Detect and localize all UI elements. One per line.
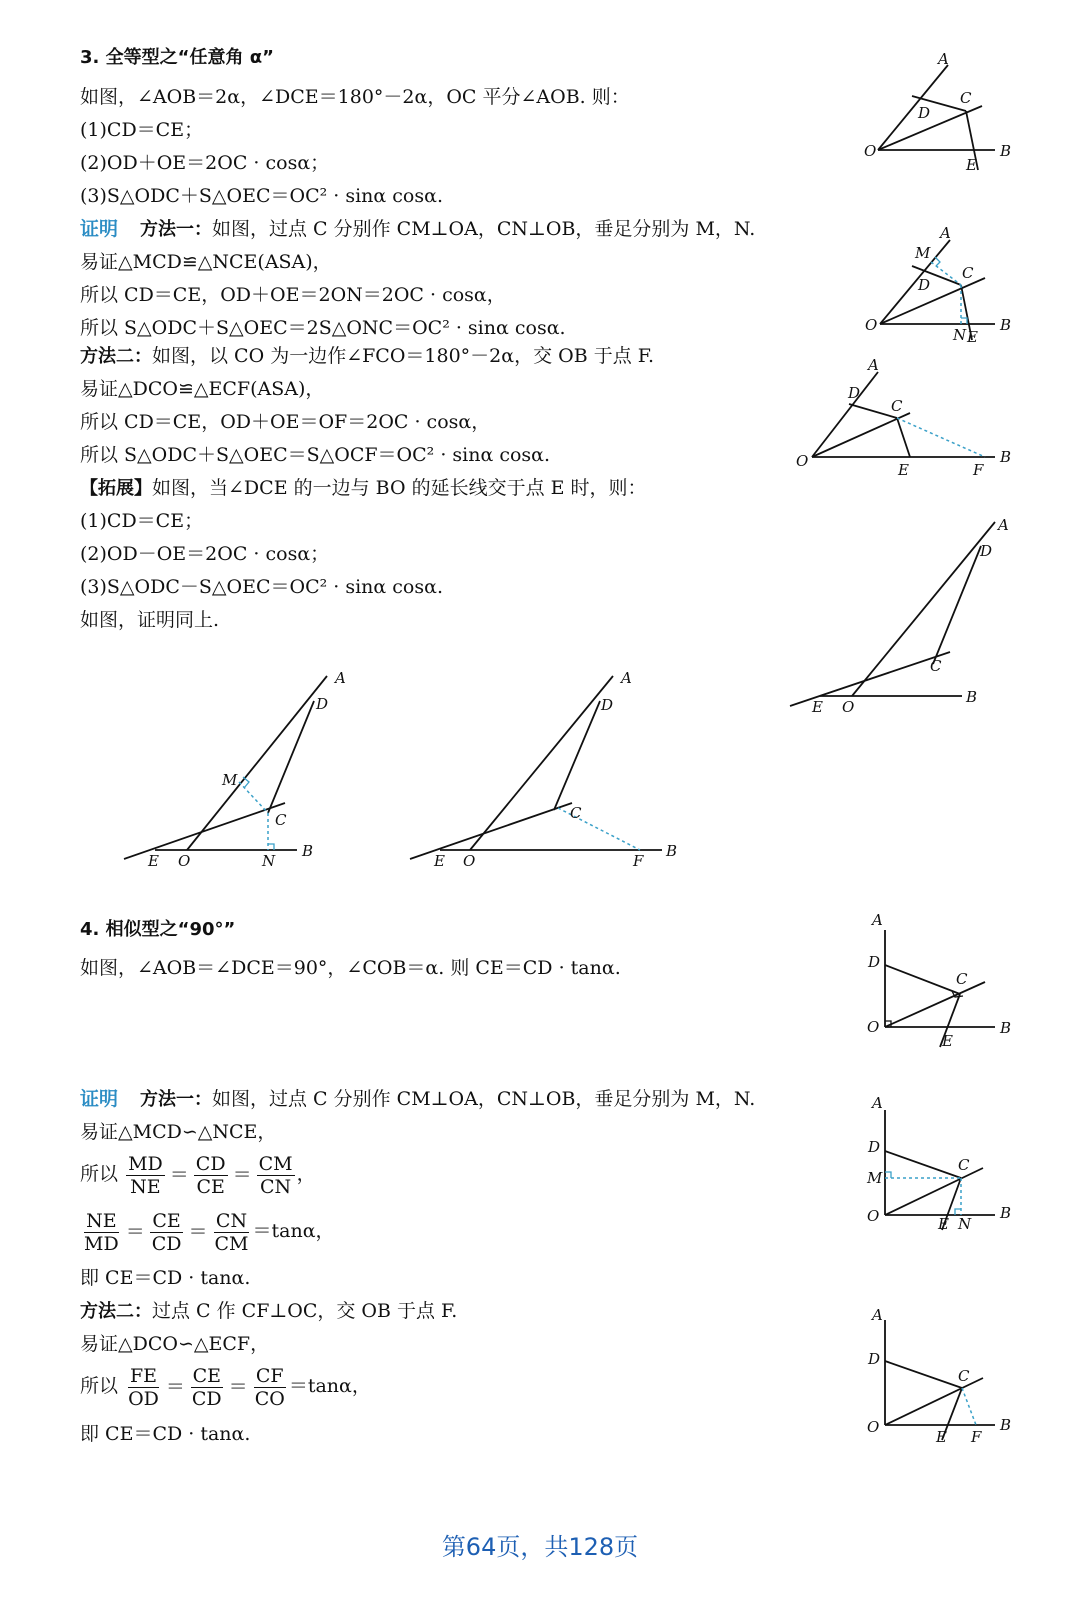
label-E: E xyxy=(938,1215,949,1233)
page-footer: 第64页，共128页 xyxy=(441,1533,639,1561)
label-A: A xyxy=(938,50,949,68)
method2-label-2: 方法二： xyxy=(80,1301,152,1322)
label-B: B xyxy=(666,842,678,860)
method1-text: 如图，过点 C 分别作 CM⊥OA，CN⊥OB，垂足分别为 M，N. xyxy=(212,218,756,240)
label-C: C xyxy=(275,811,287,829)
section3-ext-item3: (3)S△ODC－S△OEC＝OC² · sinα cosα. xyxy=(80,576,443,598)
label-O: O xyxy=(864,142,877,160)
label-C: C xyxy=(930,657,942,675)
label-B: B xyxy=(1000,1019,1012,1037)
label-B: B xyxy=(966,688,978,706)
section3-method1-line3: 所以 CD＝CE，OD＋OE＝2ON＝2OC · cosα， xyxy=(80,284,506,306)
label-C: C xyxy=(570,804,582,822)
label-D: D xyxy=(316,695,329,713)
section4-method2-conclusion: 即 CE＝CD · tanα. xyxy=(80,1423,251,1445)
section3-ext-item4: 如图，证明同上. xyxy=(80,609,220,631)
figure-3-method1 xyxy=(865,224,1011,346)
figure-4-method1 xyxy=(866,1094,1011,1233)
denominator: CD xyxy=(151,1232,182,1255)
section3-item2: (2)OD＋OE＝2OC · cosα； xyxy=(80,152,330,174)
section3-method2-line3: 所以 CD＝CE，OD＋OE＝OF＝2OC · cosα， xyxy=(80,411,491,433)
label-O: O xyxy=(178,852,191,870)
denominator: CE xyxy=(196,1175,225,1198)
label-C: C xyxy=(958,1367,970,1385)
label-B: B xyxy=(302,842,314,860)
denominator: CM xyxy=(214,1232,249,1255)
numerator: CE xyxy=(192,1364,221,1387)
figure-3-ext-method2 xyxy=(410,669,677,870)
figure-4-method2 xyxy=(867,1306,1011,1446)
label-A: A xyxy=(868,356,879,374)
label-O: O xyxy=(796,452,809,470)
figure-4-basic xyxy=(867,911,1011,1050)
section3-statement: 如图，∠AOB＝2α，∠DCE＝180°－2α，OC 平分∠AOB. 则： xyxy=(80,86,630,108)
denominator: OD xyxy=(128,1387,159,1410)
label-D: D xyxy=(868,1138,881,1156)
label-A: A xyxy=(872,911,883,929)
proof-label: 证明 xyxy=(80,218,119,240)
label-E: E xyxy=(898,461,909,479)
label-F: F xyxy=(633,852,644,870)
label-A: A xyxy=(335,669,346,687)
label-A: A xyxy=(621,669,632,687)
label-A: A xyxy=(998,516,1009,534)
fraction-equation-1: 所以 $\frac{MD}{NE}$ ＝ $\frac{CD}{CE}$ ＝ $\frac{CM}{CN}$ ， xyxy=(80,1152,316,1198)
label-A: A xyxy=(872,1094,883,1112)
label-F: F xyxy=(971,1428,982,1446)
label-B: B xyxy=(1000,316,1012,334)
fraction-equation-2: $\frac{NE}{MD}$ ＝ $\frac{CE}{CD}$ ＝ $\frac{CN}{CM}$ ＝tanα， xyxy=(84,1209,335,1255)
denominator: CN xyxy=(259,1175,292,1198)
label-O: O xyxy=(867,1018,880,1036)
denominator: MD xyxy=(84,1232,119,1255)
numerator: MD xyxy=(128,1152,163,1175)
label-N: N xyxy=(953,326,967,344)
section4-statement: 如图，∠AOB＝∠DCE＝90°，∠COB＝α. 则 CE＝CD · tanα. xyxy=(80,957,621,979)
so-prefix: 所以 xyxy=(80,1375,119,1397)
section3-method1-line2: 易证△MCD≌△NCE(ASA)， xyxy=(80,251,332,273)
label-B: B xyxy=(1000,142,1012,160)
label-C: C xyxy=(891,397,903,415)
label-D: D xyxy=(601,696,614,714)
section3-method2-line4: 所以 S△ODC＋S△OEC＝S△OCF＝OC² · sinα cosα. xyxy=(80,444,551,466)
figure-3-method2 xyxy=(796,356,1011,479)
section4-method1-line2: 易证△MCD∽△NCE， xyxy=(80,1121,277,1143)
section4-method1-conclusion: 即 CE＝CD · tanα. xyxy=(80,1267,251,1289)
section3-ext-item2: (2)OD－OE＝2OC · cosα； xyxy=(80,543,330,565)
denominator: CO xyxy=(254,1387,285,1410)
method2-label: 方法二： xyxy=(80,346,152,367)
label-D: D xyxy=(980,542,993,560)
label-E: E xyxy=(434,852,445,870)
equation-tail: ＝tanα， xyxy=(252,1220,335,1242)
label-M: M xyxy=(222,771,238,789)
label-D: D xyxy=(848,384,861,402)
section3-method2-line2: 易证△DCO≌△ECF(ASA)， xyxy=(80,378,325,400)
label-C: C xyxy=(962,264,974,282)
figure-3-basic xyxy=(864,50,1011,174)
section3-item1: (1)CD＝CE； xyxy=(80,119,204,141)
figure-3-extension xyxy=(790,516,1009,716)
label-D: D xyxy=(918,276,931,294)
section3-ext-item1: (1)CD＝CE； xyxy=(80,510,204,532)
section3-item3: (3)S△ODC＋S△OEC＝OC² · sinα cosα. xyxy=(80,185,443,207)
label-D: D xyxy=(868,1350,881,1368)
fraction-equation-3: 所以 $\frac{FE}{OD}$ ＝ $\frac{CE}{CD}$ ＝ $\frac{CF}{CO}$ ＝tanα， xyxy=(80,1364,371,1410)
label-D: D xyxy=(918,104,931,122)
label-F: F xyxy=(973,461,984,479)
numerator: CD xyxy=(195,1152,226,1175)
label-E: E xyxy=(967,328,978,346)
label-B: B xyxy=(1000,448,1012,466)
method2-text-2: 过点 C 作 CF⊥OC，交 OB 于点 F. xyxy=(152,1300,458,1322)
label-D: D xyxy=(868,953,881,971)
label-O: O xyxy=(842,698,855,716)
label-O: O xyxy=(865,316,878,334)
label-M: M xyxy=(915,244,931,262)
method2-text: 如图，以 CO 为一边作∠FCO＝180°－2α，交 OB 于点 F. xyxy=(152,345,655,367)
label-E: E xyxy=(148,852,159,870)
label-O: O xyxy=(867,1418,880,1436)
label-E: E xyxy=(966,156,977,174)
equation-tail: ， xyxy=(296,1163,316,1185)
so-prefix: 所以 xyxy=(80,1163,119,1185)
label-N: N xyxy=(262,852,276,870)
numerator: CE xyxy=(152,1209,181,1232)
section4-title: 4. 相似型之“90°” xyxy=(80,919,236,940)
denominator: NE xyxy=(130,1175,161,1198)
proof-label-2: 证明 xyxy=(80,1088,119,1110)
label-E: E xyxy=(942,1032,953,1050)
method1-label-2: 方法一： xyxy=(140,1089,213,1110)
label-C: C xyxy=(958,1156,970,1174)
label-B: B xyxy=(1000,1416,1012,1434)
label-E: E xyxy=(936,1428,947,1446)
method1-label: 方法一： xyxy=(140,219,213,240)
numerator: FE xyxy=(129,1364,157,1387)
label-C: C xyxy=(956,970,968,988)
equation-tail: ＝tanα， xyxy=(288,1375,371,1397)
numerator: CF xyxy=(255,1364,284,1387)
label-N: N xyxy=(958,1215,972,1233)
label-C: C xyxy=(960,89,972,107)
label-M: M xyxy=(867,1169,883,1187)
section3-method1-line4: 所以 S△ODC＋S△OEC＝2S△ONC＝OC² · sinα cosα. xyxy=(80,317,566,339)
label-B: B xyxy=(1000,1204,1012,1222)
ext-text: 如图，当∠DCE 的一边与 BO 的延长线交于点 E 时，则： xyxy=(152,477,647,499)
section4-method2-line2: 易证△DCO∽△ECF， xyxy=(80,1333,270,1355)
denominator: CD xyxy=(191,1387,222,1410)
label-A: A xyxy=(872,1306,883,1324)
label-A: A xyxy=(940,224,951,242)
numerator: NE xyxy=(86,1209,117,1232)
label-E: E xyxy=(812,698,823,716)
label-O: O xyxy=(463,852,476,870)
section3-title: 3. 全等型之“任意角 α” xyxy=(80,47,274,68)
label-O: O xyxy=(867,1207,880,1225)
figure-3-ext-method1 xyxy=(124,669,346,870)
ext-label: 【拓展】 xyxy=(80,478,152,499)
method1-text-2: 如图，过点 C 分别作 CM⊥OA，CN⊥OB，垂足分别为 M，N. xyxy=(212,1088,756,1110)
numerator: CM xyxy=(258,1152,293,1175)
numerator: CN xyxy=(215,1209,248,1232)
